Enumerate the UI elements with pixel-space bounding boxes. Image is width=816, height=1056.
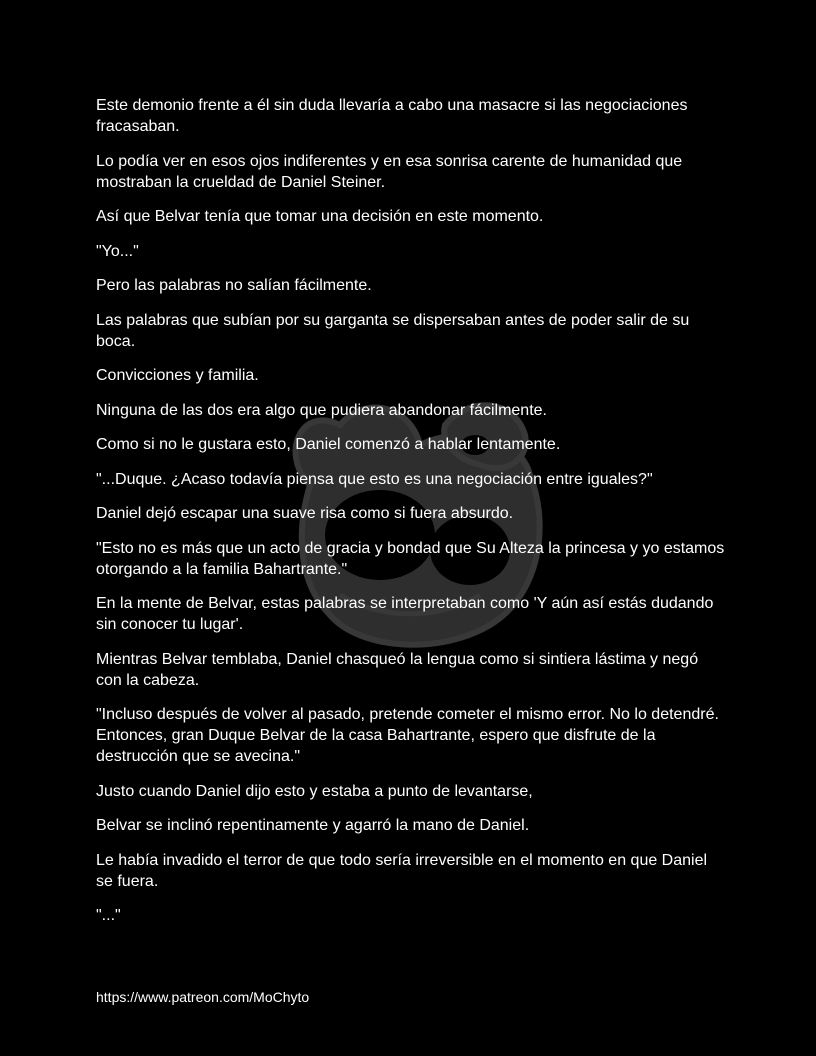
footer-link[interactable]: https://www.patreon.com/MoChyto xyxy=(96,989,310,1005)
paragraph: Le había invadido el terror de que todo sería irreversible en el momento en que Daniel se fuera. xyxy=(96,851,708,890)
paragraph: Lo podía ver en esos ojos indiferentes y en esa sonrisa carente de humanidad que mostraban la crueldad de Daniel Steiner. xyxy=(96,152,683,191)
paragraph: Mientras Belvar temblaba, Daniel chasqueó la lengua como si sintiera lástima y negó con la cabeza. xyxy=(96,650,699,689)
paragraph: Este demonio frente a él sin duda llevaría a cabo una masacre si las negociaciones fracasaban. xyxy=(96,97,688,135)
document-body xyxy=(96,95,726,940)
paragraph: Pero las palabras no salían fácilmente. xyxy=(96,277,372,294)
paragraph: Así que Belvar tenía que tomar una decisión en este momento. xyxy=(96,208,544,225)
paragraph: Justo cuando Daniel dijo esto y estaba a punto de levantarse, xyxy=(96,782,533,800)
paragraph: "Yo..." xyxy=(96,242,139,260)
paragraph: "...Duque. ¿Acaso todavía piensa que esto es una negociación entre iguales?" xyxy=(96,470,653,488)
paragraph: Las palabras que subían por su garganta se dispersaban antes de poder salir de su boca. xyxy=(96,311,690,350)
paragraph: Convicciones y familia. xyxy=(96,367,259,384)
paragraph: "..." xyxy=(96,907,121,924)
paragraph: "Incluso después de volver al pasado, pretende cometer el mismo error. No lo detendré. Entonces, gran Duque Belvar de la casa Bahartrante, espero que disfrute de la destrucción que se avecina." xyxy=(96,706,719,765)
paragraph: Ninguna de las dos era algo que pudiera abandonar fácilmente. xyxy=(96,401,547,419)
paragraph: "Esto no es más que un acto de gracia y bondad que Su Alteza la princesa y yo estamos otorgando a la familia Bahartrante." xyxy=(96,539,725,578)
paragraph: Daniel dejó escapar una suave risa como si fuera absurdo. xyxy=(96,505,514,522)
paragraph: Belvar se inclinó repentinamente y agarró la mano de Daniel. xyxy=(96,817,530,834)
paragraph: Como si no le gustara esto, Daniel comenzó a hablar lentamente. xyxy=(96,436,561,453)
paragraph: En la mente de Belvar, estas palabras se interpretaban como 'Y aún así estás dudando sin conocer tu lugar'. xyxy=(96,595,714,633)
